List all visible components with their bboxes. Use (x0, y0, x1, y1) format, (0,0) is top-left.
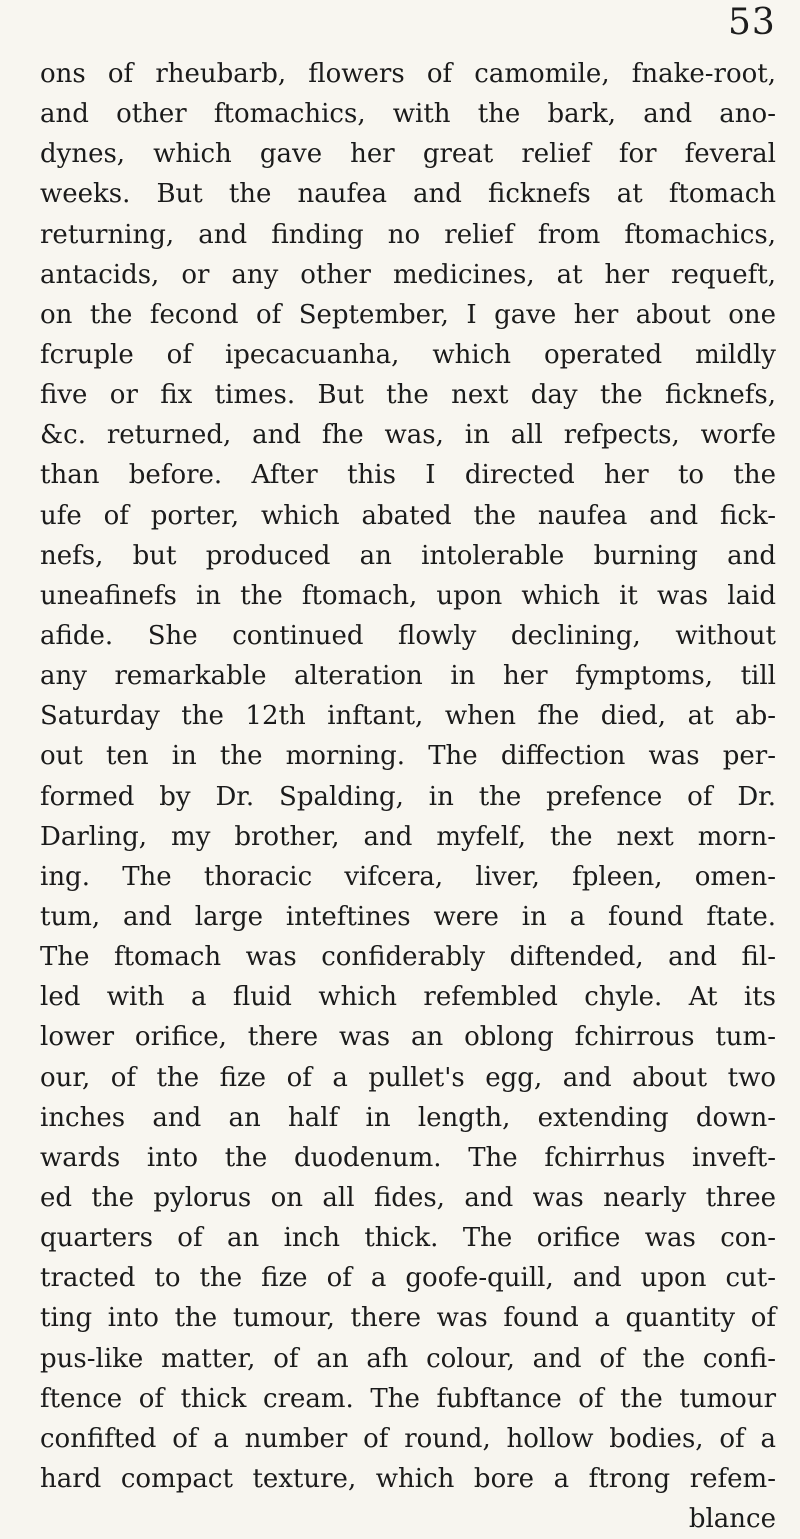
text-line: returning, and finding no relief from ftomachics, (40, 219, 776, 250)
text-line: antacids, or any other medicines, at her requeft, (40, 259, 776, 290)
text-line: uneafinefs in the ftomach, upon which it was laid (40, 580, 776, 611)
text-line: ing. The thoracic vifcera, liver, fpleen, omen- (40, 861, 776, 892)
text-line: on the fecond of September, I gave her about one (40, 299, 776, 330)
text-line: ufe of porter, which abated the naufea and fick- (40, 500, 776, 531)
text-line: our, of the fize of a pullet's egg, and about two (40, 1062, 776, 1093)
text-line: any remarkable alteration in her fymptoms, till (40, 661, 776, 692)
text-line: fcruple of ipecacuanha, which operated mildly (40, 339, 776, 370)
text-line: formed by Dr. Spalding, in the prefence of Dr. (40, 781, 776, 812)
text-line: nefs, but produced an intolerable burning and (40, 540, 776, 571)
page-number: 53 (728, 2, 776, 43)
text-line: weeks. But the naufea and ficknefs at ftomach (40, 179, 776, 210)
text-line: five or fix times. But the next day the ficknefs, (40, 380, 776, 411)
text-line: inches and an half in length, extending down- (40, 1102, 776, 1133)
text-line: tracted to the fize of a goofe-quill, and upon cut- (40, 1263, 776, 1294)
text-line: &c. returned, and fhe was, in all refpects, worfe (40, 420, 776, 451)
text-line: hard compact texture, which bore a ftrong refem- (40, 1463, 776, 1494)
text-line: pus-like matter, of an afh colour, and of the confi- (40, 1343, 776, 1374)
text-line: quarters of an inch thick. The orifice was con- (40, 1223, 776, 1254)
text-line: lower orifice, there was an oblong fchirrous tum- (40, 1022, 776, 1053)
text-line: than before. After this I directed her to the (40, 460, 776, 491)
text-line: and other ftomachics, with the bark, and ano- (40, 99, 776, 130)
body-text (40, 54, 776, 1539)
text-line: ons of rheubarb, flowers of camomile, fnake-root, (40, 59, 776, 89)
text-line: ting into the tumour, there was found a quantity of (40, 1303, 776, 1334)
text-line: Saturday the 12th inftant, when fhe died, at ab- (40, 701, 776, 732)
text-line: out ten in the morning. The diffection was per- (40, 741, 776, 772)
text-line: tum, and large inteftines were in a found ftate. (40, 901, 776, 932)
text-line: dynes, which gave her great relief for feveral (40, 139, 776, 170)
text-line: led with a fluid which refembled chyle. At its (40, 982, 776, 1013)
text-line: ed the pylorus on all fides, and was nearly three (40, 1182, 776, 1213)
text-line: afide. She continued flowly declining, without (40, 620, 776, 651)
text-line: Darling, my brother, and myfelf, the next morn- (40, 821, 776, 852)
text-line: The ftomach was confiderably diftended, and fil- (40, 942, 776, 973)
text-line: wards into the duodenum. The fchirrhus inveft- (40, 1142, 776, 1173)
catchword: blance (688, 1504, 776, 1535)
text-line: confifted of a number of round, hollow bodies, of a (40, 1423, 776, 1454)
text-line: ftence of thick cream. The fubftance of the tumour (40, 1383, 776, 1414)
